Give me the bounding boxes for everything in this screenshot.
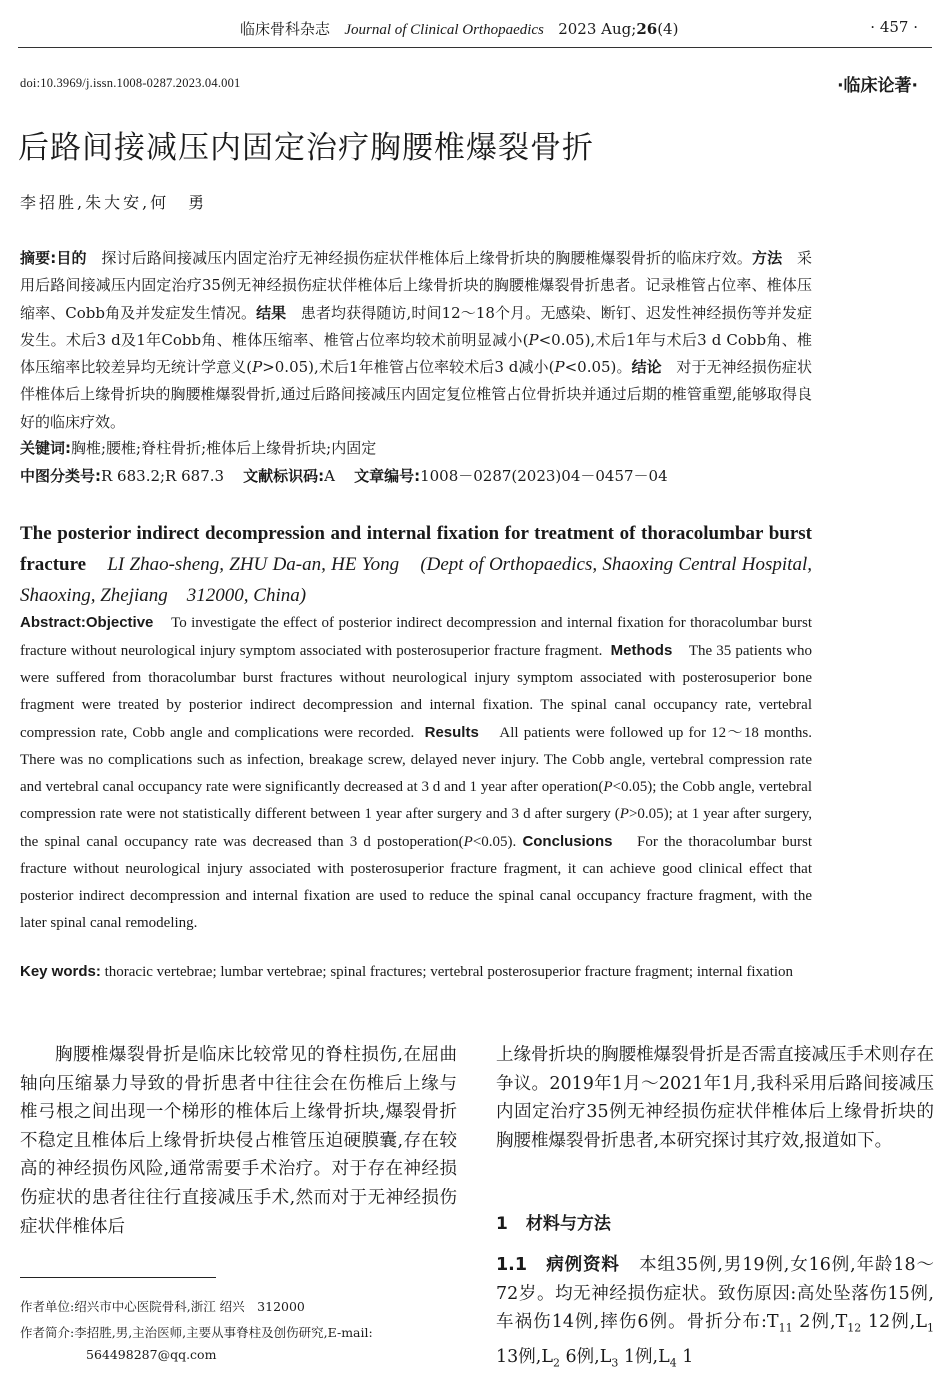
conclusion-text: 对于无神经损伤症状伴椎体后上缘骨折块的胸腰椎爆裂骨折,通过后路间接减压内固定复位椎管占位骨折块并通过后期的椎管重塑,能够取得良好的临床疗效。	[20, 358, 812, 431]
volume: 26	[636, 20, 658, 38]
objective-label: 目的	[56, 249, 87, 267]
abstract-label: 摘要:	[20, 249, 57, 267]
subsection-text: 2例,T	[792, 1312, 848, 1333]
results-text: <0.05)。	[564, 358, 632, 377]
journal-citation	[240, 18, 678, 39]
results-en-text: All patients were followed up for 12～18 months. There was no complications such as infection, breakage screw, delayed never injury. The Cobb angle, vertebral compression rate and vertebral canal occupancy rate were significantly decreased at 3 d and 1 year after operation(	[20, 725, 813, 795]
footnote-unit	[20, 1296, 470, 1318]
article-number-label: 文章编号:	[354, 467, 421, 485]
journal-name-cn: 临床骨科杂志	[240, 20, 331, 38]
subsection-paragraph	[496, 1251, 934, 1378]
keywords-label: 关键词:	[20, 439, 71, 457]
footnote-intro	[20, 1322, 470, 1366]
abstract-cn	[20, 245, 812, 436]
subsection-text: 13例,L	[496, 1347, 553, 1368]
footnote-rule	[20, 1277, 216, 1278]
p-value-symbol: P	[528, 330, 539, 349]
issue: (4)	[657, 20, 679, 38]
results-en-text: <0.05); the Cobb angle, vertebral compression rate were not statistically different between 1 year after surgery and 3 d after surgery (	[20, 779, 812, 822]
doc-code-label: 文献标识码:	[243, 467, 325, 485]
abstract-en	[20, 609, 812, 937]
p-value-symbol: P	[252, 358, 263, 377]
p-value-symbol: P	[603, 779, 613, 795]
keywords-en-label: Key words:	[20, 963, 101, 980]
vertebra-index: 11	[778, 1321, 793, 1335]
body-left-paragraph: 胸腰椎爆裂骨折是临床比较常见的脊柱损伤,在屈曲轴向压缩暴力导致的骨折患者中往往会在伤椎后上缘与椎弓根之间出现一个梯形的椎体后上缘骨折块,爆裂骨折不稳定且椎体后上缘骨折块侵占椎管压迫硬膜囊,存在较高的神经损伤风险,通常需要手术治疗。对于存在神经损伤症状的患者往往行直接减压手术,然而对于无神经损伤症状伴椎体后	[20, 1045, 457, 1237]
p-value-symbol: P	[463, 834, 473, 850]
english-authors: LI Zhao-sheng, ZHU Da-an, HE Yong	[107, 554, 400, 575]
objective-en-text: To investigate the effect of posterior indirect decompression and internal fixation for thoracolumbar burst fracture without neurological injury symptom associated with posterosuperior fracture fragment.	[20, 615, 812, 659]
results-en-label: Results	[424, 724, 479, 741]
conclusions-en-label: Conclusions	[522, 833, 613, 850]
footnote-unit-label: 作者单位:	[20, 1299, 75, 1314]
keywords-en-text: thoracic vertebrae; lumbar vertebrae; spinal fractures; vertebral posterosuperior fracture fragment; internal fixation	[104, 964, 794, 980]
subsection-label: 1.1 病例资料	[496, 1255, 620, 1275]
results-en-text: >0.05); at 1 year after surgery, the spinal canal occupancy rate was decreased than 3 d postoperation(	[20, 806, 812, 850]
vertebra-index: 4	[669, 1356, 677, 1370]
objective-text: 探讨后路间接减压内固定治疗无神经损伤症状伴椎体后上缘骨折块的胸腰椎爆裂骨折的临床疗效。	[101, 249, 752, 267]
author-email[interactable]: 564498287@qq.com	[86, 1347, 217, 1362]
classification-line	[20, 465, 668, 486]
body-right-paragraph: 上缘骨折块的胸腰椎爆裂骨折是否需直接减压手术则存在争议。2019年1月～2021年1月,我科采用后路间接减压内固定治疗35例无神经损伤症状伴椎体后上缘骨折块的胸腰椎爆裂骨折患者,本研究探讨其疗效,报道如下。	[496, 1045, 934, 1151]
keywords-en	[20, 958, 812, 986]
vertebra-index: 1	[927, 1321, 934, 1335]
section-heading	[496, 1209, 611, 1234]
authors: 李招胜,朱大安,何 勇	[20, 193, 208, 212]
vertebra-index: 2	[552, 1356, 560, 1370]
article-number: 1008－0287(2023)04－0457－04	[420, 467, 668, 485]
results-text: <0.05),术后1年与术后3 d Cobb角、椎体压缩率比较差异均无统计学意义(	[20, 330, 812, 377]
article-title: 后路间接减压内固定治疗胸腰椎爆裂骨折	[18, 130, 594, 166]
english-title-block	[20, 518, 812, 611]
results-text: >0.05),术后1年椎管占位率较术后3 d减小(	[262, 358, 555, 377]
footnote-intro-text: 李招胜,男,主治医师,主要从事脊柱及创伤研究,E-mail:	[74, 1325, 373, 1340]
header-rule	[18, 47, 932, 48]
footnote-unit-text: 绍兴市中心医院骨科,浙江 绍兴 312000	[74, 1299, 305, 1314]
issue-date: 2023 Aug;	[558, 20, 637, 38]
english-affiliation: (Dept of Orthopaedics, Shaoxing Central Hospital, Shaoxing, Zhejiang 312000, China)	[20, 554, 812, 606]
page-number: · 457 ·	[870, 18, 918, 36]
doc-code: A	[324, 467, 335, 485]
abstract-en-label: Abstract:	[20, 614, 86, 631]
subsection-text: 1	[676, 1347, 694, 1368]
conclusions-en-text: For the thoracolumbar burst fracture without neurological injury associated with posterosuperior fracture fragment, it can achieve good clinical effect that posterior indirect decompression and internal fixation are used to reduce the spinal canal occupancy fracture fragment, with the later spinal canal remodeling.	[20, 834, 813, 931]
results-text: 患者均获得随访,时间12～18个月。无感染、断钉、迟发性神经损伤等并发症发生。术后3 d及1年Cobb角、椎体压缩率、椎管占位率均较术前明显减小(	[20, 303, 812, 349]
vertebra-index: 12	[847, 1321, 862, 1335]
p-value-symbol: P	[619, 806, 629, 822]
subsection-text: 6例,L	[559, 1347, 612, 1368]
running-header	[0, 18, 950, 42]
methods-en-text: The 35 patients who were suffered from thoracolumbar burst fractures without neurological injury symptom associated with posterosuperior bone fragment were treated by posterior indirect decompression and internal fixation. The spinal canal occupancy rate, vertebral compression rate, Cobb angle and complications were recorded.	[20, 643, 813, 741]
results-label: 结果	[256, 303, 287, 322]
section-tag: ·临床论著·	[837, 76, 918, 96]
footnote-intro-label: 作者简介:	[20, 1325, 75, 1340]
methods-label: 方法	[752, 249, 783, 267]
methods-text: 采用后路间接减压内固定治疗35例无神经损伤症状伴椎体后上缘骨折块的胸腰椎爆裂骨折患者。记录椎管占位率、椎体压缩率、Cobb角及并发症发生情况。	[20, 249, 812, 322]
clc-label: 中图分类号:	[20, 467, 101, 485]
subsection-text: 12例,L	[861, 1312, 927, 1333]
journal-name-en: Journal of Clinical Orthopaedics	[344, 22, 544, 38]
methods-en-label: Methods	[610, 642, 673, 659]
p-value-symbol: P	[554, 358, 565, 377]
objective-en-label: Objective	[85, 614, 154, 631]
section-title: 材料与方法	[525, 1214, 611, 1234]
subsection-text: 本组35例,男19例,女16例,年龄18～72岁。均无神经损伤症状。致伤原因:高处坠落伤15例,车祸伤14例,摔伤6例。骨折分布:T	[496, 1255, 934, 1333]
vertebra-index: 3	[611, 1356, 619, 1370]
section-number: 1	[496, 1214, 508, 1234]
subsection-text: 1例,L	[618, 1347, 670, 1368]
results-en-text: <0.05).	[472, 834, 517, 850]
conclusion-label: 结论	[631, 358, 662, 377]
keywords-text: 胸椎;腰椎;脊柱骨折;椎体后上缘骨折块;内固定	[71, 439, 377, 457]
keywords-cn	[20, 437, 376, 458]
clc-code: R 683.2;R 687.3	[101, 467, 225, 485]
doi: doi:10.3969/j.issn.1008-0287.2023.04.001	[20, 76, 241, 90]
english-title: The posterior indirect decompression and internal fixation for treatment of thoracolumbar burst fracture	[20, 523, 812, 575]
